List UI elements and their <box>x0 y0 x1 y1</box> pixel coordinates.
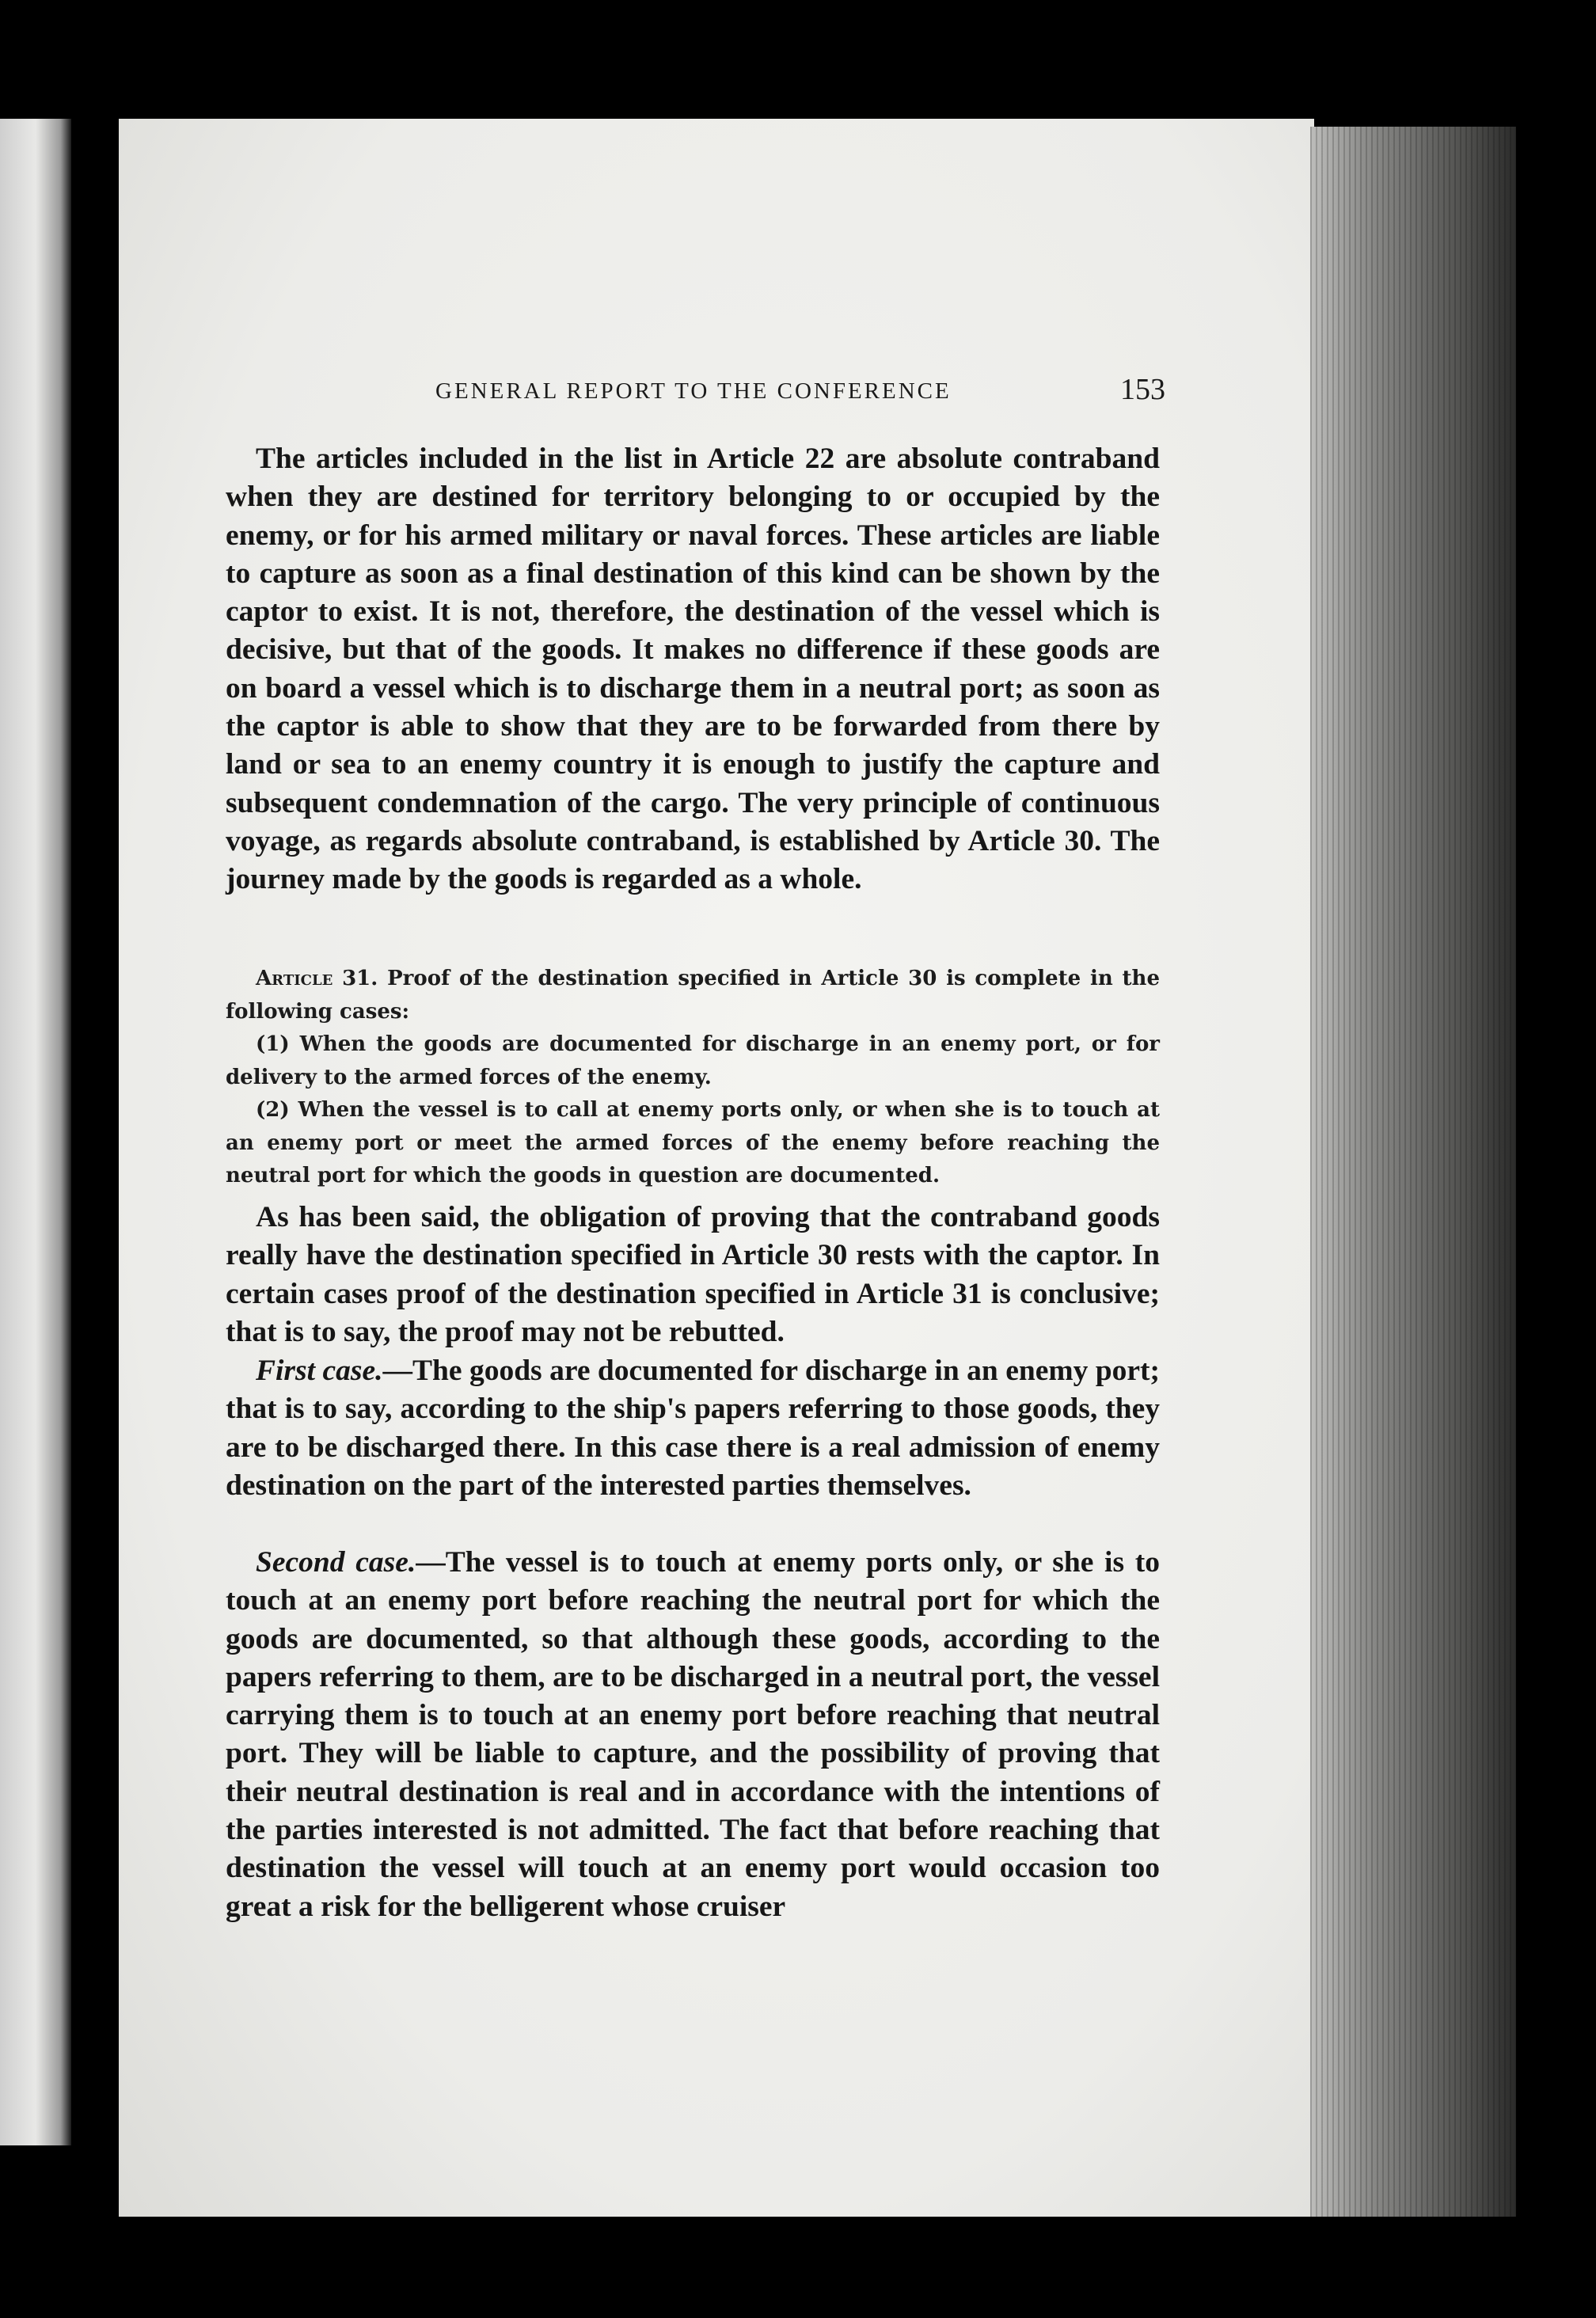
article-item-1: (1) When the goods are documented for discharge in an enemy port, or for delivery to the armed forces of the enemy. <box>226 1032 1160 1089</box>
first-case-label: First case. <box>256 1355 383 1387</box>
article-31-intro <box>226 963 1160 1028</box>
paragraph-obligation-of-proof: As has been said, the obligation of proving that the contraband goods really have the destination specified in Article 30 rests with the captor. In certain cases proof of the destination specified in Article 31 is conclusive; that is to say, the proof may not be rebutted. <box>226 1201 1160 1348</box>
article-31-block <box>226 963 1160 1193</box>
left-page-edge <box>0 119 71 2145</box>
running-header: GENERAL REPORT TO THE CONFERENCE <box>435 378 952 404</box>
paragraph-second-case <box>226 1544 1160 1926</box>
article-intro-text: Proof of the destination specified in Article 30 is complete in the following cases: <box>226 967 1160 1024</box>
second-case-text: —The vessel is to touch at enemy ports only, or she is to touch at an enemy port before reaching the neutral port for which the goods are documented, so that although these goods, according to the papers referring to them, are to be discharged in a neutral port, the vessel carrying them is to touch at an enemy port before reaching that neutral port. They will be liable to capture, and the possibility of proving that their neutral destination is real and in accordance with the intentions of the parties interested is not admitted. The fact that before reaching that destination the vessel will touch at an enemy port would occasion too great a risk for the belligerent whose cruiser <box>226 1546 1160 1923</box>
paragraph-absolute-contraband: The articles included in the list in Article 22 are absolute contraband when they are destined for territory belonging to or occupied by the enemy, or for his armed military or naval forces. These articles are liable to capture as soon as a final destination of this kind can be shown by the captor to exist. It is not, therefore, the destination of the vessel which is decisive, but that of the goods. It makes no difference if these goods are on board a vessel which is to discharge them in a neutral port; as soon as the captor is able to show that they are to be forwarded from there by land or sea to an enemy country it is enough to justify the capture and subsequent condemnation of the cargo. The very principle of continuous voyage, as regards absolute contraband, is established by Article 30. The journey made by the goods is regarded as a whole. <box>226 443 1160 896</box>
paragraph-first-case <box>226 1352 1160 1505</box>
first-case-text: —The goods are documented for discharge in an enemy port; that is to say, according to the ship's papers referring to those goods, they are to be discharged there. In this case there is a real admission of enemy destination on the part of the interested parties themselves. <box>226 1355 1160 1502</box>
article-heading: Article 31. <box>256 967 378 990</box>
page-number: 153 <box>1120 373 1165 406</box>
page-stack-edge <box>1310 127 1516 2217</box>
second-case-label: Second case. <box>256 1546 416 1579</box>
article-item-2: (2) When the vessel is to call at enemy ports only, or when she is to touch at an enemy port or meet the armed forces of the enemy before reaching the neutral port for which the goods in question are documented. <box>226 1098 1160 1188</box>
